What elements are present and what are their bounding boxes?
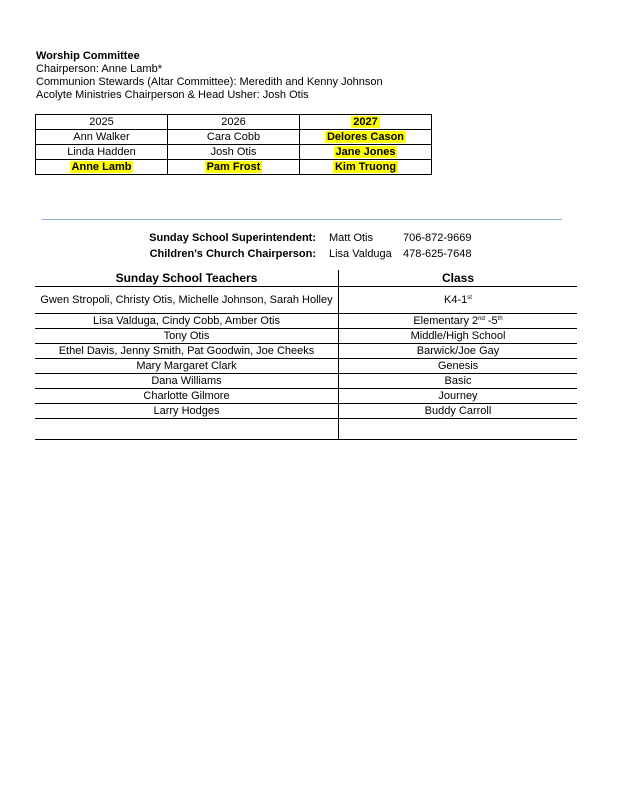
teachers-header-row [35, 270, 577, 287]
year-header: 2026 [168, 115, 300, 130]
contact-name: Matt Otis [329, 232, 374, 244]
class-cell: Buddy Carroll [339, 404, 578, 419]
table-row [35, 314, 577, 329]
class-cell [339, 287, 578, 314]
class-cell: Middle/High School [339, 329, 578, 344]
rotation-cell-highlighted: Kim Truong [334, 161, 397, 173]
contact-row [0, 230, 619, 246]
class-cell [339, 314, 578, 329]
year-header-highlighted: 2027 [353, 116, 378, 128]
teachers-table [35, 270, 577, 440]
table-row [35, 389, 577, 404]
committee-title: Worship Committee [36, 50, 140, 62]
class-column-header: Class [339, 270, 578, 287]
rotation-cell-highlighted: Delores Cason [326, 131, 405, 143]
teacher-cell: Tony Otis [35, 329, 339, 344]
contact-role: Children's Church Chairperson: [149, 248, 316, 260]
class-text: -5 [484, 314, 498, 327]
table-row [35, 329, 577, 344]
table-row [35, 287, 577, 314]
teacher-cell: Dana Williams [35, 374, 339, 389]
contact-role: Sunday School Superintendent: [149, 232, 316, 244]
table-row-empty [35, 419, 577, 440]
teacher-cell: Larry Hodges [35, 404, 339, 419]
rotation-cell [300, 160, 432, 175]
rotation-cell [168, 160, 300, 175]
teacher-cell: Ethel Davis, Jenny Smith, Pat Goodwin, Joe Cheeks [35, 344, 339, 359]
rotation-header-row [36, 115, 432, 130]
class-superscript: th [497, 315, 503, 322]
contact-name: Lisa Valduga [329, 248, 392, 260]
class-text: K4-1 [444, 293, 468, 306]
year-header [300, 115, 432, 130]
rotation-cell [36, 160, 168, 175]
class-cell: Genesis [339, 359, 578, 374]
rotation-cell-highlighted: Pam Frost [206, 161, 261, 173]
table-row [35, 404, 577, 419]
contact-phone: 478-625-7648 [403, 248, 472, 260]
rotation-cell: Linda Hadden [36, 145, 168, 160]
teacher-cell: Charlotte Gilmore [35, 389, 339, 404]
rotation-cell: Ann Walker [36, 130, 168, 145]
rotation-cell-highlighted: Jane Jones [335, 146, 396, 158]
year-header: 2025 [36, 115, 168, 130]
communion-stewards-line: Communion Stewards (Altar Committee): Meredith and Kenny Johnson [36, 76, 383, 88]
class-cell: Barwick/Joe Gay [339, 344, 578, 359]
rotation-cell [300, 145, 432, 160]
rotation-cell [300, 130, 432, 145]
class-cell: Basic [339, 374, 578, 389]
teacher-cell: Mary Margaret Clark [35, 359, 339, 374]
rotation-row [36, 145, 432, 160]
chairperson-line: Chairperson: Anne Lamb* [36, 63, 162, 75]
rotation-cell: Josh Otis [168, 145, 300, 160]
table-row [35, 344, 577, 359]
class-cell: Journey [339, 389, 578, 404]
contact-phone: 706-872-9669 [403, 232, 472, 244]
table-row [35, 359, 577, 374]
rotation-cell: Cara Cobb [168, 130, 300, 145]
acolyte-line: Acolyte Ministries Chairperson & Head Usher: Josh Otis [36, 89, 309, 101]
teachers-column-header: Sunday School Teachers [35, 270, 339, 287]
contacts-section [0, 230, 619, 262]
contact-row [0, 246, 619, 262]
teacher-cell: Gwen Stropoli, Christy Otis, Michelle Johnson, Sarah Holley [35, 287, 339, 314]
rotation-row [36, 160, 432, 175]
class-superscript: nd [478, 315, 485, 322]
teacher-cell-empty [35, 419, 339, 440]
class-text: Elementary 2 [413, 314, 479, 327]
teacher-cell: Lisa Valduga, Cindy Cobb, Amber Otis [35, 314, 339, 329]
rotation-row [36, 130, 432, 145]
worship-committee-section [36, 50, 383, 102]
rotation-cell-highlighted: Anne Lamb [71, 161, 132, 173]
class-cell-empty [339, 419, 578, 440]
rotation-table [35, 114, 432, 175]
table-row [35, 374, 577, 389]
section-divider [42, 219, 562, 220]
class-superscript: st [467, 294, 472, 301]
